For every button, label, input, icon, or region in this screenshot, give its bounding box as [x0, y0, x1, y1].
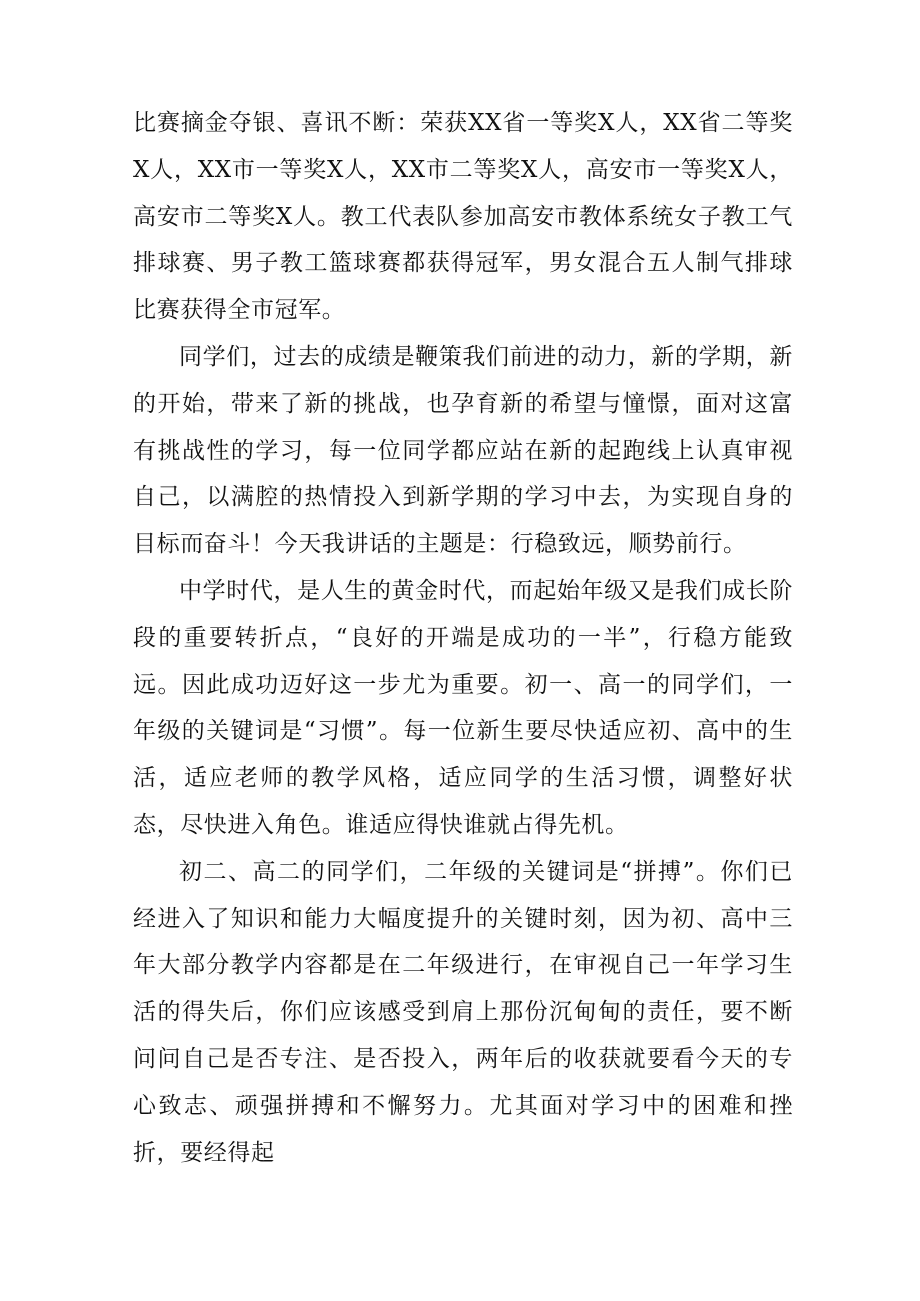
document-body — [133, 100, 793, 1176]
paragraph-3: 中学时代，是人生的黄金时代，而起始年级又是我们成长阶段的重要转折点，“良好的开端是成功的一半”，行稳方能致远。因此成功迈好这一步尤为重要。初一、高一的同学们，一年级的关键词是“习惯”。每一位新生要尽快适应初、高中的生活，适应老师的教学风格，适应同学的生活习惯，调整好状态，尽快进入角色。谁适应得快谁就占得先机。 — [133, 577, 793, 838]
paragraph-1: 比赛摘金夺银、喜讯不断：荣获XX省一等奖X人，XX省二等奖X人，XX市一等奖X人，XX市二等奖X人，高安市一等奖X人，高安市二等奖X人。教工代表队参加高安市教体系统女子教工气排球赛、男子教工篮球赛都获得冠军，男女混合五人制气排球比赛获得全市冠军。 — [133, 110, 793, 324]
paragraph-2: 同学们，过去的成绩是鞭策我们前进的动力，新的学期，新的开始，带来了新的挑战，也孕育新的希望与憧憬，面对这富有挑战性的学习，每一位同学都应站在新的起跑线上认真审视自己，以满腔的热情投入到新学期的学习中去，为实现自身的目标而奋斗！今天我讲话的主题是：行稳致远，顺势前行。 — [133, 343, 793, 558]
paragraph-4: 初二、高二的同学们，二年级的关键词是“拼搏”。你们已经进入了知识和能力大幅度提升的关键时刻，因为初、高中三年大部分教学内容都是在二年级进行，在审视自己一年学习生活的得失后，你们应该感受到肩上那份沉甸甸的责任，要不断问问自己是否专注、是否投入，两年后的收获就要看今天的专心致志、顽强拼搏和不懈努力。尤其面对学习中的困难和挫折，要经得起 — [133, 858, 793, 1166]
